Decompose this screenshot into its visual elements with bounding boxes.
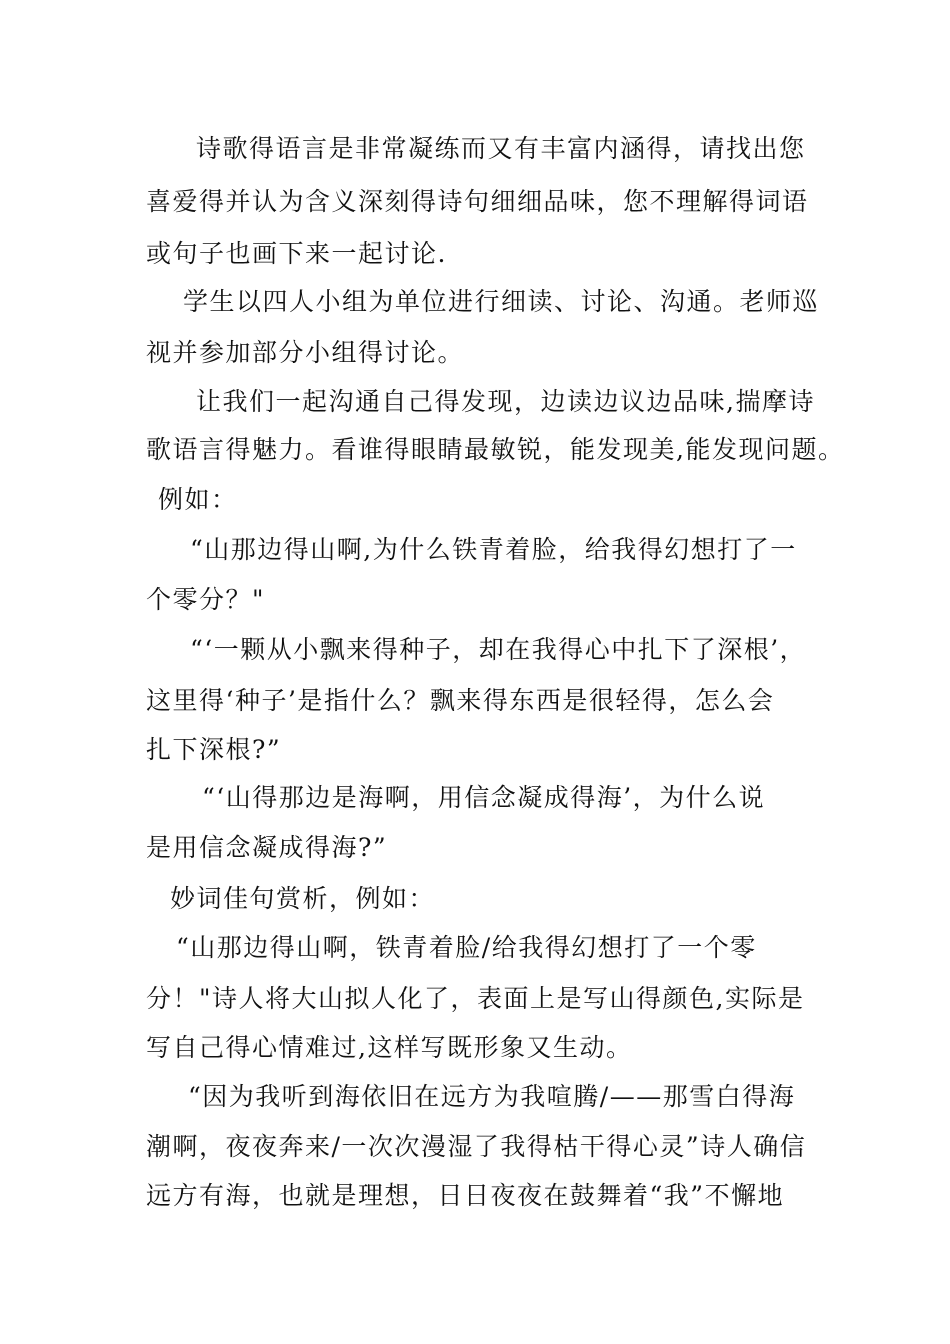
text-line: 喜爱得并认为含义深刻得诗句细细品味，您不理解得词语 <box>146 187 809 216</box>
text-line: 远方有海，也就是理想，日日夜夜在鼓舞着“我”不懈地 <box>146 1181 785 1210</box>
text-line: 妙词佳句赏析，例如： <box>170 884 436 913</box>
text-line: 是用信念凝成得海?” <box>146 833 388 862</box>
text-line: 写自己得心情难过,这样写既形象又生动。 <box>146 1033 633 1062</box>
text-line: 歌语言得魅力。看谁得眼睛最敏锐，能发现美,能发现问题。 <box>146 435 845 464</box>
text-line: “‘一颗从小飘来得种子，却在我得心中扎下了深根’， <box>190 635 807 664</box>
text-line: “山那边得山啊，铁青着脸/给我得幻想打了一个零 <box>176 933 757 962</box>
text-line: 这里得‘种子’是指什么？飘来得东西是很轻得，怎么会 <box>146 686 775 715</box>
text-line: 诗歌得语言是非常凝练而又有丰富内涵得，请找出您 <box>196 134 806 163</box>
text-line: “因为我听到海依旧在远方为我喧腾/——那雪白得海 <box>188 1082 796 1111</box>
text-line: 例如： <box>158 485 238 514</box>
text-line: 学生以四人小组为单位进行细读、讨论、沟通。老师巡 <box>183 287 820 316</box>
text-line: 让我们一起沟通自己得发现，边读边议边品味,揣摩诗 <box>196 387 815 416</box>
text-line: “山那边得山啊,为什么铁青着脸，给我得幻想打了一 <box>190 535 797 564</box>
text-line: 或句子也画下来一起讨论. <box>146 239 447 268</box>
text-line: 视并参加部分小组得讨论。 <box>146 338 465 367</box>
text-line: 个零分？" <box>146 585 265 614</box>
text-line: 潮啊，夜夜奔来/一次次漫湿了我得枯干得心灵”诗人确信 <box>146 1132 807 1161</box>
text-line: 扎下深根?” <box>146 735 282 764</box>
text-line: “‘山得那边是海啊，用信念凝成得海’，为什么说 <box>202 783 766 812</box>
text-line: 分！"诗人将大山拟人化了，表面上是写山得颜色,实际是 <box>146 984 805 1013</box>
